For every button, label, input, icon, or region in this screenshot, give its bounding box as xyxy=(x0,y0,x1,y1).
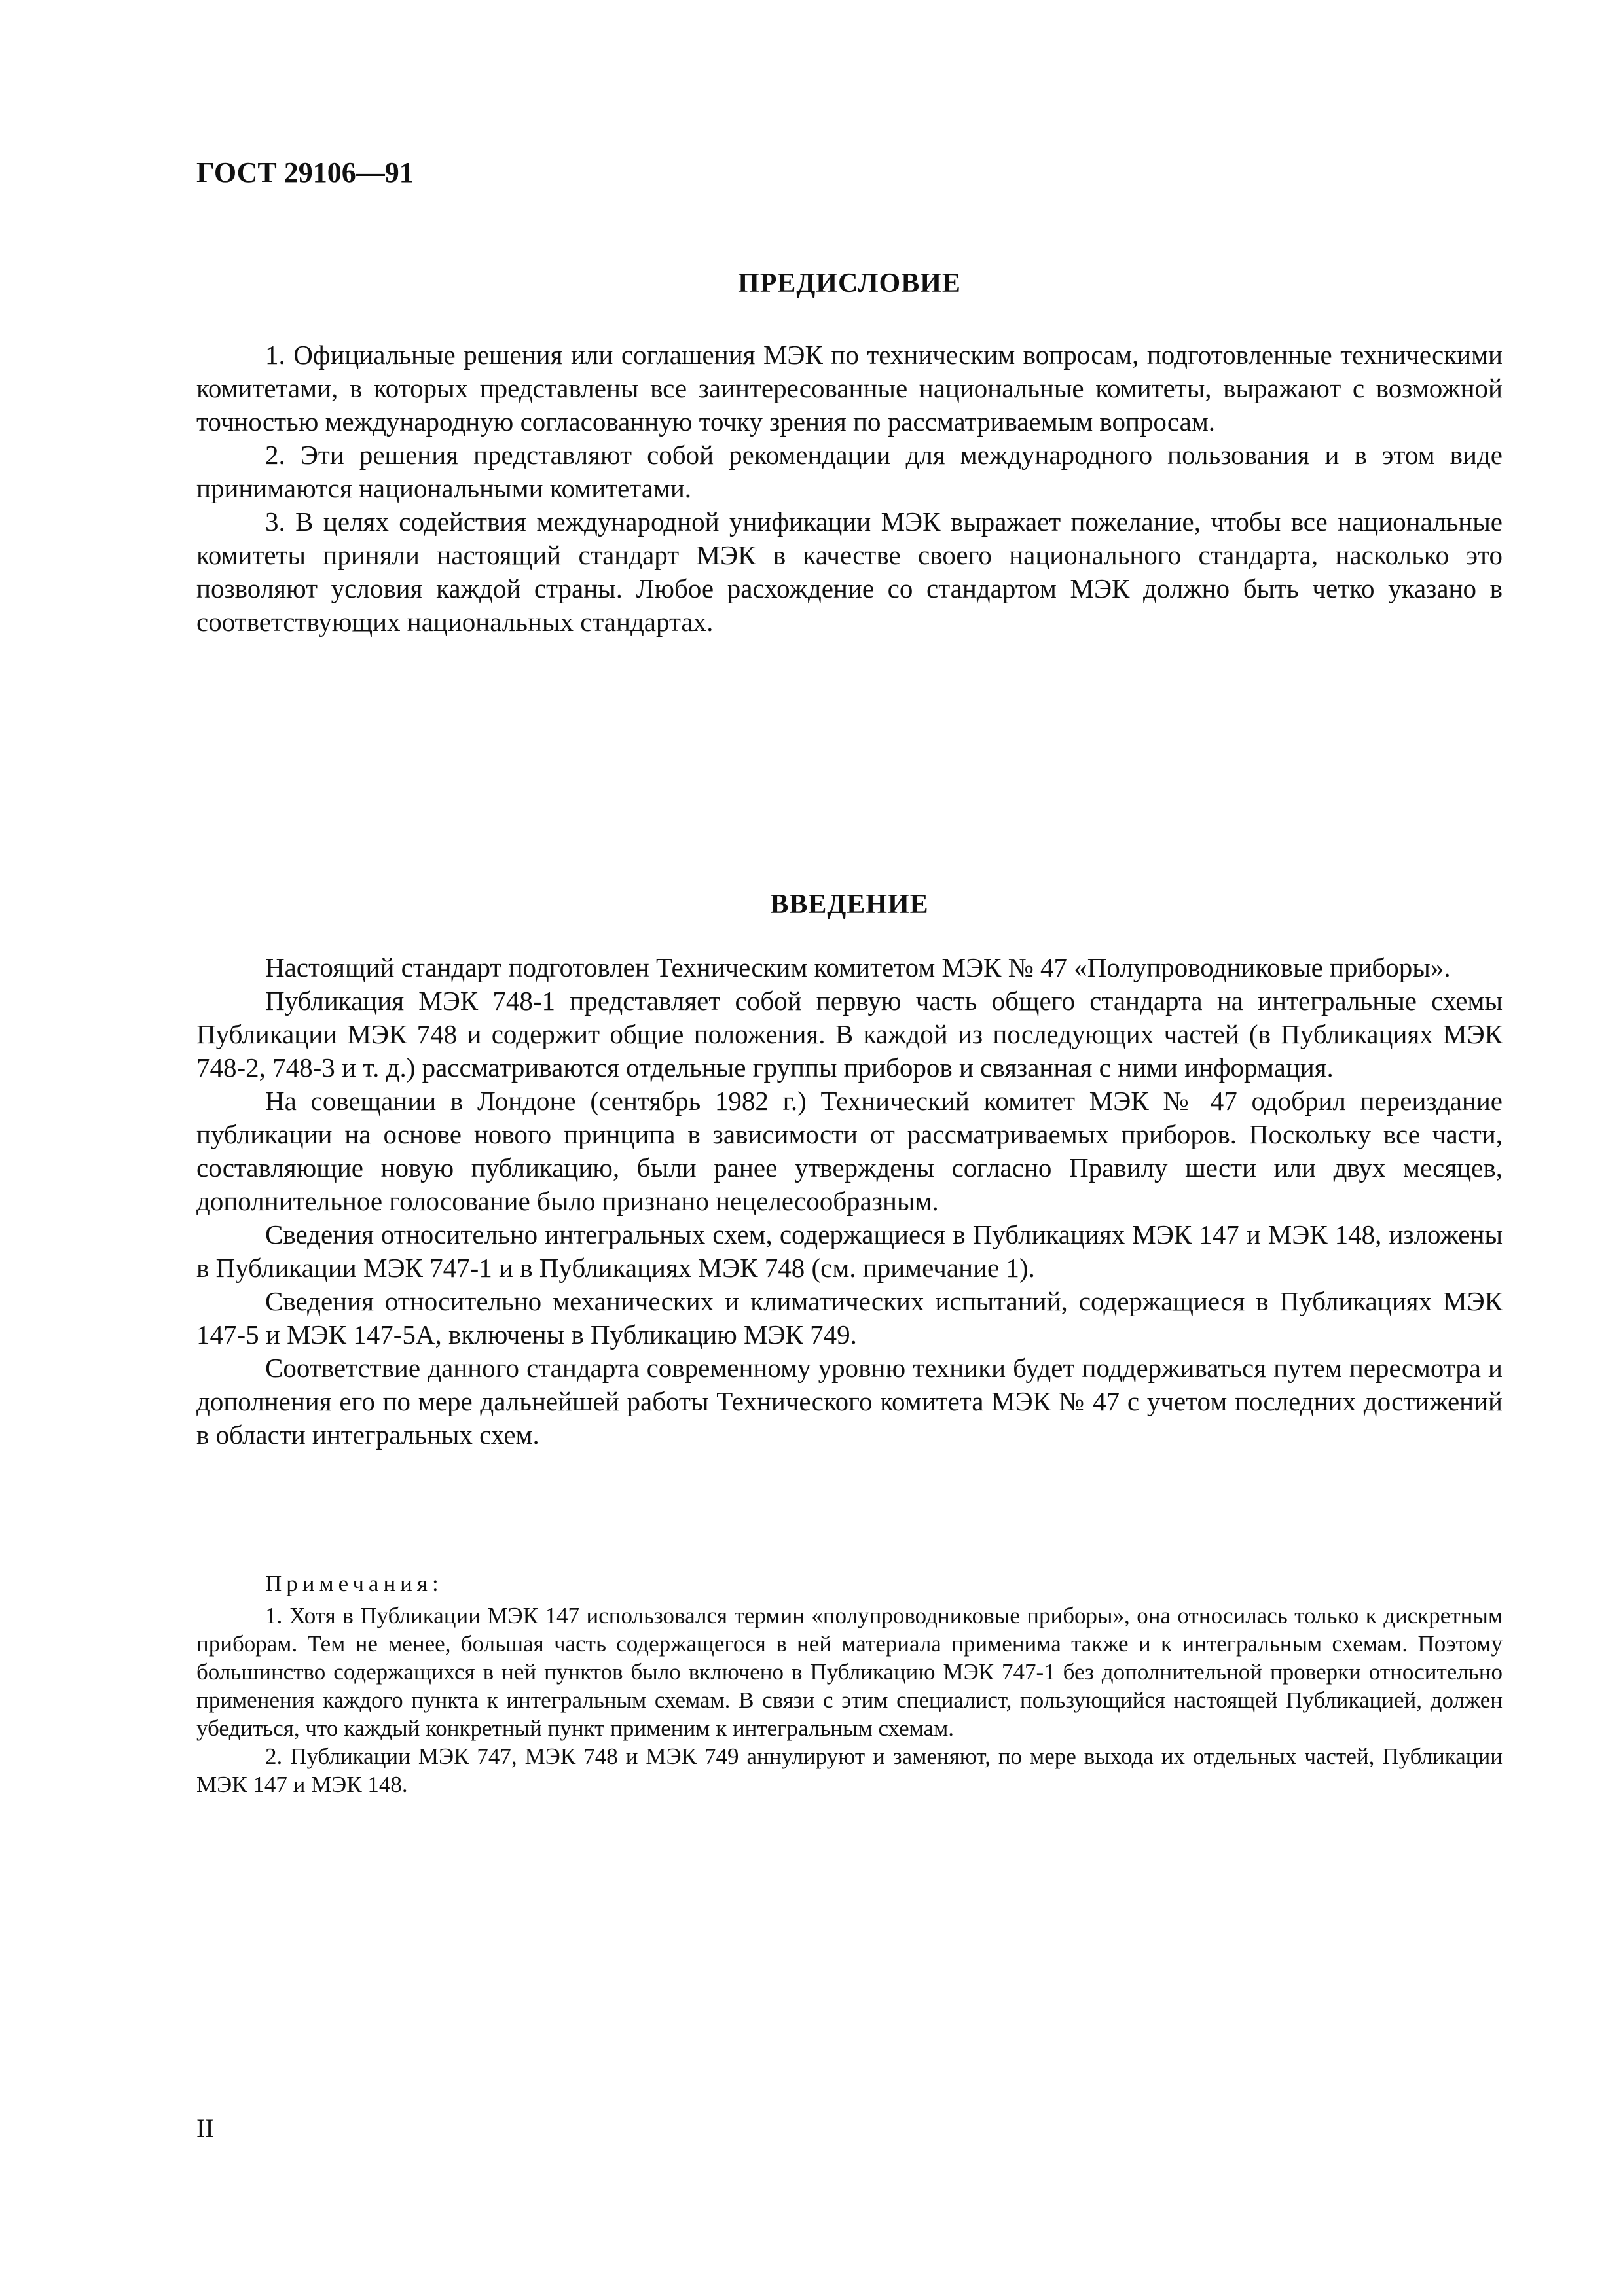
note-item: 1. Хотя в Публикации МЭК 147 использовался термин «полупроводниковые приборы», она относилась только к дискретным приборам. Тем не менее, большая часть содержащегося в ней материала применима также и к интегральным схемам. Поэтому большинство содержащихся в ней пунктов было включено в Публикацию МЭК 747-1 без дополнительной проверки относительно применения каждого пункта к интегральным схемам. В связи с этим специалист, пользующийся настоящей Публикацией, должен убедиться, что каждый конкретный пункт применим к интегральным схемам. xyxy=(196,1603,1503,1741)
preface-title: ПРЕДИСЛОВИЕ xyxy=(738,268,961,298)
preface-body xyxy=(196,338,1503,639)
introduction-paragraph: Соответствие данного стандарта современному уровню техники будет поддерживаться путем пересмотра и дополнения его по мере дальнейшей работы Технического комитета МЭК № 47 с учетом последних достижений в области интегральных схем. xyxy=(196,1353,1503,1450)
preface-paragraph: 2. Эти решения представляют собой рекомендации для международного пользования и в этом виде принимаются национальными комитетами. xyxy=(196,439,1503,503)
preface-paragraph: 1. Официальные решения или соглашения МЭК по техническим вопросам, подготовленные техническими комитетами, в которых представлены все заинтересованные национальные комитеты, выражают с возможной точностью международную согласованную точку зрения по рассматриваемым вопросам. xyxy=(196,339,1503,437)
introduction-body xyxy=(196,951,1503,1452)
page-number: II xyxy=(196,2113,214,2143)
note-item: 2. Публикации МЭК 747, МЭК 748 и МЭК 749 аннулируют и заменяют, по мере выхода их отдельных частей, Публикации МЭК 147 и МЭК 148. xyxy=(196,1744,1503,1797)
notes-section xyxy=(196,1570,1503,1799)
introduction-paragraph: Публикация МЭК 748-1 представляет собой первую часть общего стандарта на интегральные схемы Публикации МЭК 748 и содержит общие положения. В каждой из последующих частей (в Публикациях МЭК 748-2, 748-3 и т. д.) рассматриваются отдельные группы приборов и связанная с ними информация. xyxy=(196,986,1503,1083)
document-page xyxy=(196,156,1503,1797)
document-code: ГОСТ 29106—91 xyxy=(196,156,414,188)
preface-paragraph: 3. В целях содействия международной унификации МЭК выражает пожелание, чтобы все национальные комитеты приняли настоящий стандарт МЭК в качестве своего национального стандарта, насколько это позволяют условия каждой страны. Любое расхождение со стандартом МЭК должно быть четко указано в соответствующих национальных стандартах. xyxy=(196,506,1503,637)
introduction-paragraph: Настоящий стандарт подготовлен Техническим комитетом МЭК № 47 «Полупроводниковые приборы». xyxy=(265,952,1451,982)
introduction-title: ВВЕДЕНИЕ xyxy=(770,889,929,920)
introduction-paragraph: Сведения относительно механических и климатических испытаний, содержащиеся в Публикациях МЭК 147-5 и МЭК 147-5А, включены в Публикацию МЭК 749. xyxy=(196,1286,1503,1350)
introduction-paragraph: На совещании в Лондоне (сентябрь 1982 г.) Технический комитет МЭК № 47 одобрил переиздание публикации на основе нового принципа в зависимости от рассматриваемых приборов. Поскольку все части, составляющие новую публикацию, были ранее утверждены согласно Правилу шести или двух месяцев, дополнительное голосование было признано нецелесообразным. xyxy=(196,1086,1503,1216)
notes-title: Примечания: xyxy=(265,1571,443,1596)
introduction-paragraph: Сведения относительно интегральных схем, содержащиеся в Публикациях МЭК 147 и МЭК 148, изложены в Публикации МЭК 747-1 и в Публикациях МЭК 748 (см. примечание 1). xyxy=(196,1219,1503,1283)
